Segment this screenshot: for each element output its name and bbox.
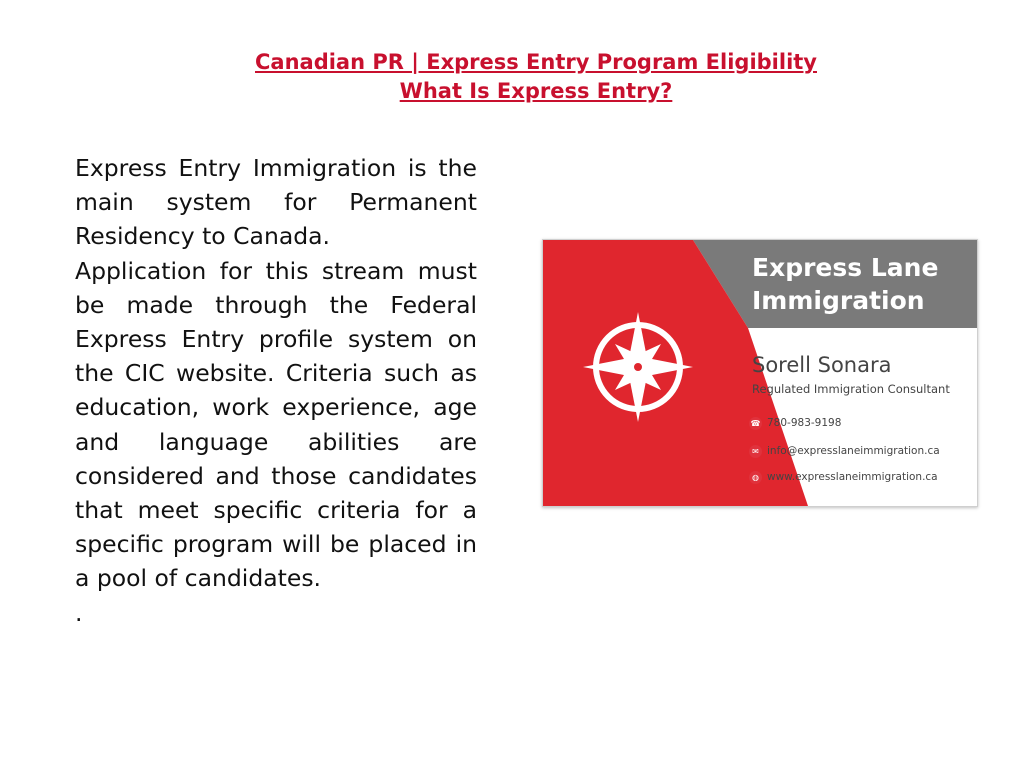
body-text [75, 151, 477, 630]
contact-website [749, 469, 938, 485]
page-title [0, 48, 1024, 106]
paragraph-application: Application for this stream must be made through the Federal Express Entry profile system on the CIC website. Criteria such as education, work experience, age and language abilities are considered and those candidates that meet specific criteria for a specific program will be placed in a pool of candidates. [75, 256, 477, 593]
email-icon: ✉ [749, 445, 762, 458]
business-card-image [542, 239, 978, 507]
brand-name [752, 251, 938, 317]
phone-icon: ☎ [750, 418, 761, 428]
person-name: Sorell Sonara [752, 353, 892, 377]
brand-line-2: Immigration [752, 286, 925, 315]
website-text: www.expresslaneimmigration.ca [767, 471, 938, 483]
title-line-2: What Is Express Entry? [399, 79, 673, 103]
trailing-dot: . [75, 598, 83, 627]
paragraph-intro: Express Entry Immigration is the main system for Permanent Residency to Canada. [75, 154, 477, 251]
contact-email [749, 443, 940, 459]
globe-icon: ◍ [749, 471, 762, 484]
phone-text: 780-983-9198 [767, 417, 842, 429]
brand-line-1: Express Lane [752, 253, 939, 282]
contact-phone [749, 415, 841, 431]
email-text: info@expresslaneimmigration.ca [767, 445, 940, 457]
title-line-1: Canadian PR | Express Entry Program Eligibility [255, 50, 817, 74]
person-title: Regulated Immigration Consultant [752, 382, 950, 396]
